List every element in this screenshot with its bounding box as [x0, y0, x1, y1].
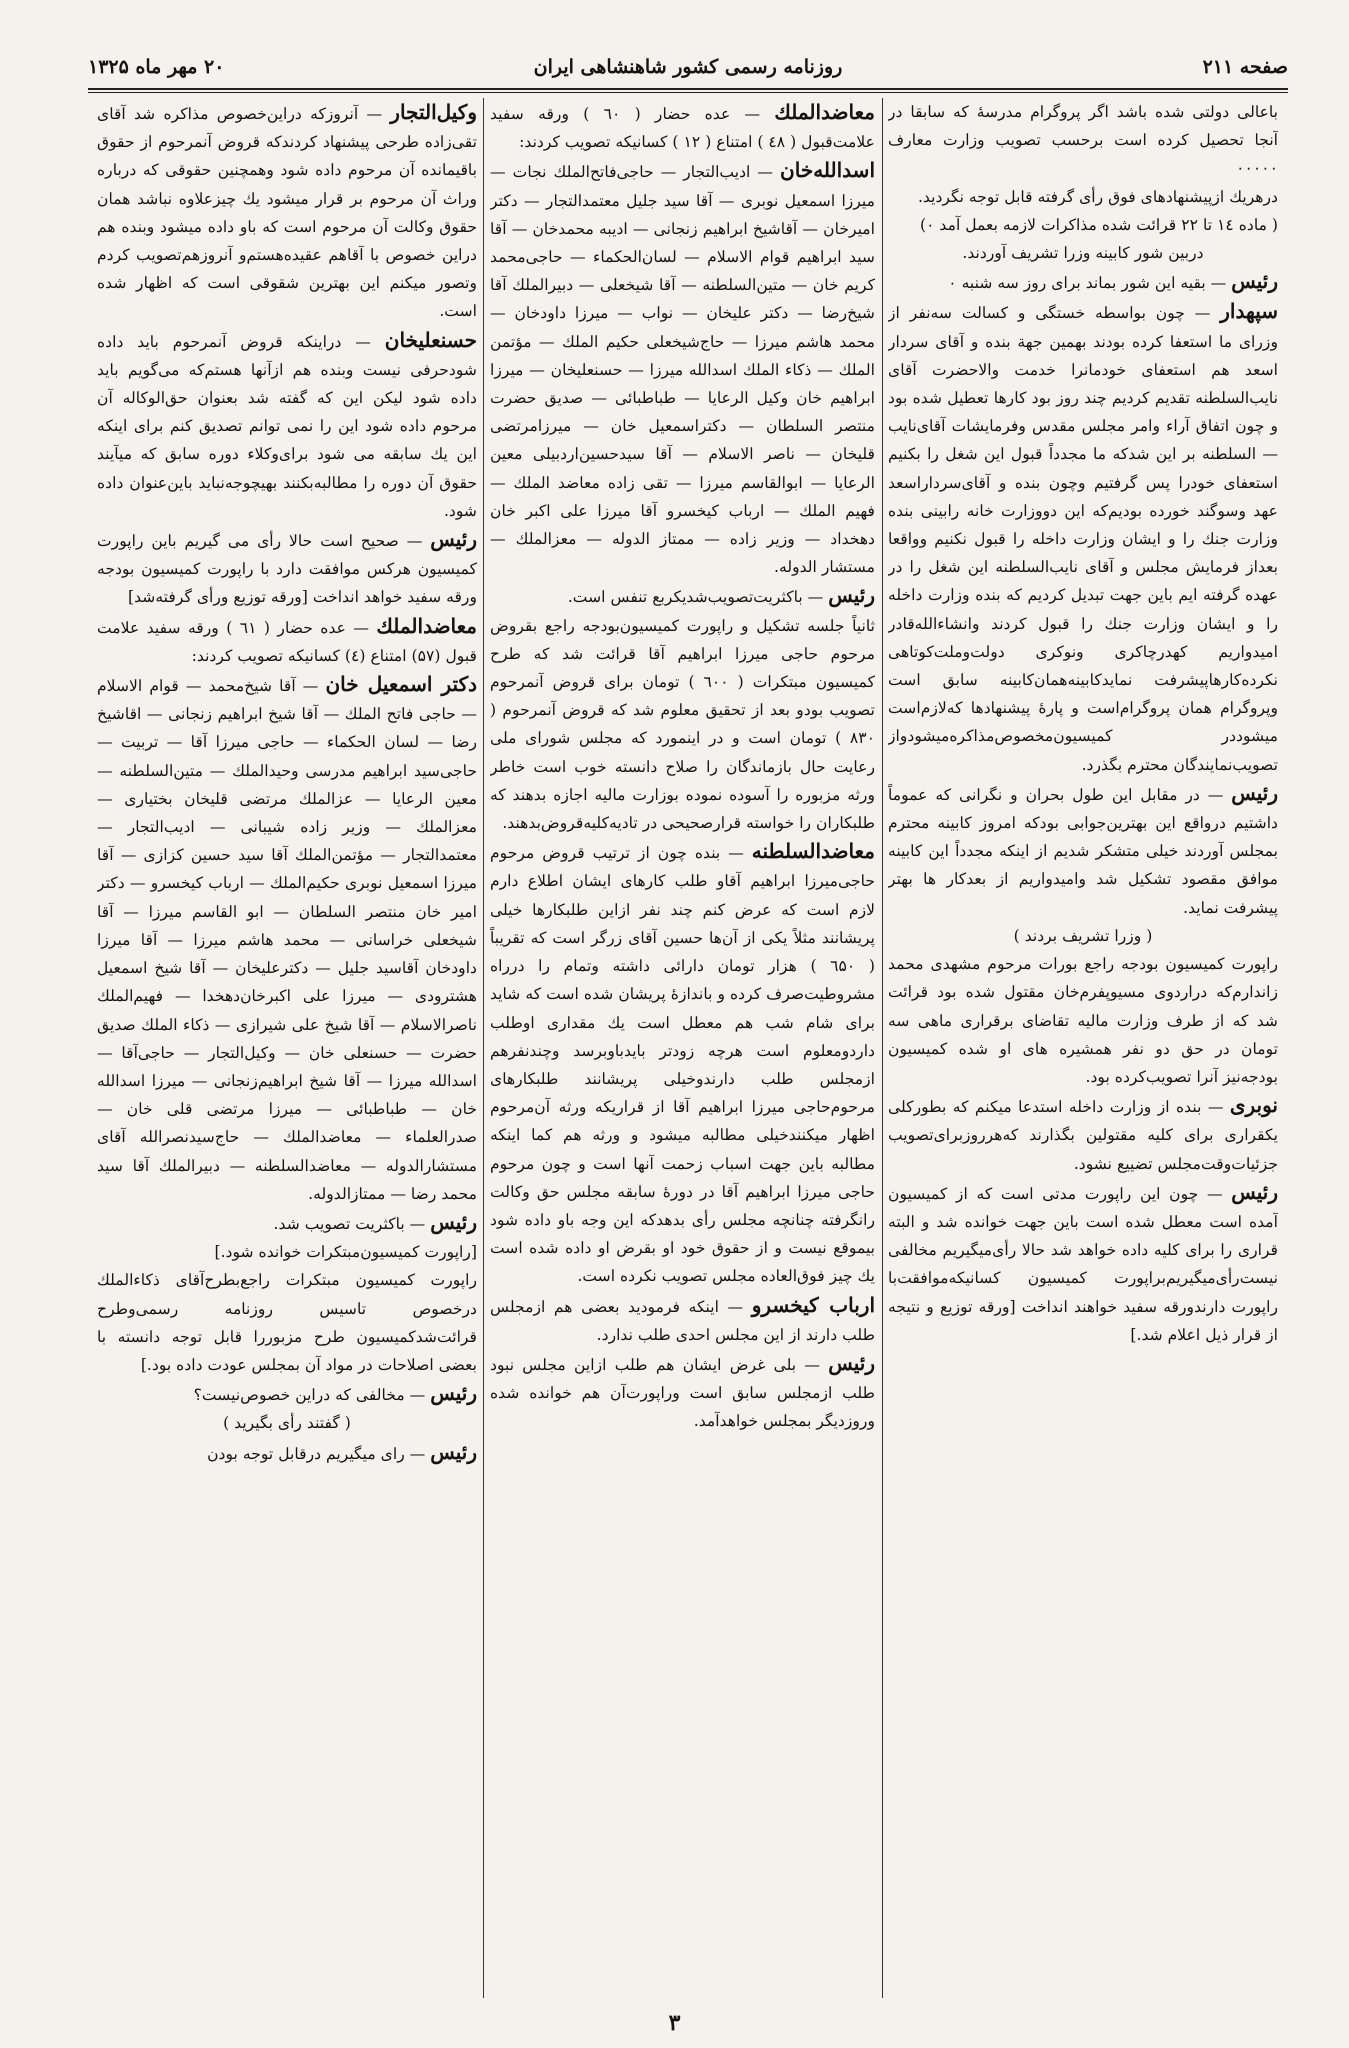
paragraph: رئیس — رای میگیریم درقابل توجه بودن [207, 1439, 477, 1464]
paragraph: دربین شور کابینه وزرا تشریف آوردند. [962, 244, 1204, 263]
speaker-name: رئیس [1231, 269, 1278, 294]
header-rule [88, 88, 1288, 90]
footer-page-number: ۳ [668, 2010, 681, 2036]
paragraph: رئیس — مخالفی که دراین خصوص‌نیست؟ [193, 1381, 477, 1406]
paragraph: سپهدار — چون بواسطه خستگی و کسالت سه‌نفر از وزرای ما استعفا کرده بودند بهمین جهة بنده و آقای سردار اسعد هم استعفای خودمانرا خدمت والاحضرت آقای نایب‌السلطنه تقدیم کردیم چند روز بود کارها تعطیل شده بود و چون اتفاق آراء وامر مجلس مقدس وفرمایشات آقای‌نایب‌— السلطنه بر این شدکه ما مجدداً قبول این شغل را بکنیم استعفای خودرا پس گرفتیم وچون بنده و آقای‌سرداراسعد عهد وسوگند خورده بودیم‌که این دووزارت خانه رابینی بنده وزارت جنك را و ایشان وزارت داخله را قبول نکنیم وواقعا بعداز فرمایش مجلس و آقای نایب‌السلطنه این شغل را در عهده گرفته ایم باین جهت تبدیل کردیم که بنده وزارت داخله را و ایشان وزارت جنك را قبول کردند وانشاءالله‌قادر امیدواریم کهدرچاکری ونوکری دولت‌وملت‌کوتاهی نکرده‌کارهاپیشرفت نمایدکابینه‌همان‌کابینه سابق است وپروگرام همان پروگرام‌است و پارهٔ پیشنهادها که‌لازم‌است میشوددر کمیسیون‌مخصوص‌مذاکره‌میشودواز تصویب‌نمایندگان محترم بگذرد. [888, 299, 1278, 774]
speaker-name: سپهدار [1220, 299, 1278, 324]
speaker-name: رئیس [430, 527, 477, 552]
speaker-name: رئیس [430, 1439, 477, 1464]
paragraph: اسدالله‌خان — ادیب‌التجار — حاجی‌فاتح‌الملك نجات — میرزا اسمعیل نوبری — آقا سید جلیل معتمدالتجار — دکتر امیرخان — آقاشیخ ابراهیم زنجانی — ادیبه محمدخان — آقا سید ابراهیم قوام الاسلام — لسان‌الحکماء — حاجی‌محمد کریم خان — متین‌السلطنه — آقا شیخعلی — دبیرالملك آقا شیخ‌رضا — دکتر علیخان — نواب — میرزا داودخان — محمد هاشم میرزا — حاج‌شیخعلی حکیم الملك — مؤتمن الملك — ذکاء الملك اسدالله میرزا — حسنعلیخان — میرزا ابراهیم خان وکیل الرعایا — طباطبائی — صدیق حضرت منتصر السلطان — دکتراسمعیل خان — میرزامرتضی قلیخان — ناصر الاسلام — آقا سیدحسین‌اردبیلی معین الرعایا — ابوالقاسم میرزا — تقی زاده معاضد الملك — فهیم الملك — ارباب کیخسرو آقا میرزا علی اکبر خان دهخداد — وزیر زاده — ممتاز الدوله — معزالملك — مستشار الدوله. [490, 158, 875, 577]
speaker-name: معاضدالسلطنه [751, 839, 875, 864]
column-divider-left [483, 98, 484, 1998]
paragraph: باعالی دولتی شده باشد اگر پروگرام مدرسهٔ که سابقا در آنجا تحصیل کرده است برحسب تصویب وزارت معارف ۰۰۰۰۰ [888, 103, 1278, 178]
paragraph: ( ماده ۱٤ تا ۲۲ قرائت شده مذاکرات لازمه بعمل آمد ۰) [919, 215, 1278, 234]
speaker-name: وکیل‌التجار [390, 100, 477, 124]
newspaper-title: روزنامه رسمی کشور شاهنشاهی ایران [533, 56, 843, 78]
paragraph: رئیس — باکثریت تصویب شد. [273, 1209, 477, 1234]
speaker-name: دکتر اسمعیل خان [325, 672, 477, 697]
column-divider-right [882, 98, 883, 1998]
header-rule-thin [88, 92, 1288, 93]
paragraph: رئیس — باکثریت‌تصویب‌شدیکربع تنفس است. [567, 583, 875, 608]
page-header [88, 52, 1288, 86]
paragraph: ارباب کیخسرو — اینکه فرمودید بعضی هم ازمجلس طلب دارند از این مجلس احدی طلب ندارد. [490, 1292, 875, 1344]
paragraph: ( وزرا تشریف بردند ) [1013, 926, 1153, 945]
speaker-name: اسدالله‌خان [780, 158, 875, 183]
paragraph: راپورت کمیسیون مبتکرات راجع‌بطرح‌آقای ذکاءالملك درخصوص تاسیس روزنامه رسمی‌وطرح قرائت‌شد‌کمیسیون طرح مزبوررا قابل توجه دانسته با بعضی اصلاحات در مواد آن بمجلس عودت داده بود.] [97, 1271, 477, 1374]
paragraph: رئیس — بقیه این شور بماند برای روز سه شنبه ۰ [948, 269, 1278, 294]
paragraph: معاضدالسلطنه — بنده چون از ترتیب قروض مرحوم حاجی‌میرزا ابراهیم آقاو طلب کارهای ایشان اطلاع دارم لازم است که عرض کنم چند نفر ازاین طلبکارها خیلی پریشانند مثلاً یکی از آن‌ها حسین آقای زرگر است که تقریباً ( ٦۵۰ ) هزار تومان دارائی داشته وتمام را درراه مشروطیت‌صرف کرده و باندازهٔ پریشان شده است که شاید برای شام شب هم معطل است یك مقداری اوطلب داردومعلوم است هرچه زودتر بایدباوبرسد وچندنفرهم ازمجلس طلب دارندوخیلی پریشانند طلبکارهای مرحوم‌حاجی میرزا ابراهیم آقا از قراریکه ورثه آن‌مرحوم اظهار میکنندخیلی مطالبه میشود و ورثه هم کما اینکه مطالبه باین جهت اسباب زحمت آنها است و چون مرحوم حاجی میرزا ابراهیم آقا در دورهٔ سابقه مجلس حق وکالت رانگرفته چنانچه مجلس رأی بدهدکه این وجه باو داده شود بیموقع نیست و از حقوق خود او بقرض او داده شده است یك چیز فوق‌العاده مجلس تصویب نکرده است. [490, 839, 875, 1286]
speaker-name: نوبری [1229, 1093, 1278, 1118]
speaker-name: رئیس [430, 1209, 477, 1234]
speaker-name: حسنعلیخان [384, 327, 477, 352]
column-right [888, 98, 1278, 1998]
paragraph: [راپورت کمیسیون‌مبتکرات خوانده شود.] [214, 1243, 477, 1262]
speaker-name: رئیس [1231, 780, 1278, 805]
paragraph: ( گفتند رأی بگیرید ) [223, 1414, 351, 1433]
paragraph: معاضدالملك — عده حضار ( ٦۱ ) ورقه سفید علامت قبول (۵۷) امتناع (٤) کسانیکه تصویب کردند: [97, 613, 477, 665]
paragraph: رئیس — بلی غرض ایشان هم طلب ازاین مجلس نبود طلب ازمجلس سابق است وراپورت‌آن هم خوانده شده وروزدیگر بمجلس خواهدآمد. [490, 1350, 875, 1431]
speaker-name: رئیس [828, 1350, 875, 1375]
speaker-name: ارباب کیخسرو [751, 1292, 875, 1317]
speaker-name: معاضدالملك [774, 100, 875, 124]
paragraph: رئیس — در مقابل این طول بحران و نگرانی که عموماً داشتیم درواقع این بهترین‌جوابی بودکه امروز کابینه محترم بمجلس آوردند خیلی متشکر شدیم از اینکه مجدداً این کابینه موافق مقصود تشکیل شد وامیدواریم از بعدکار ها بهتر پیشرفت نماید. [888, 780, 1278, 917]
paragraph: رئیس — چون این راپورت مدتی است که از کمیسیون آمده است معطل شده است باین جهت خوانده شد و البته قراری را برای کلیه داده خواهد شد حالا رأی‌میگیریم مخالفی نیست‌رأی‌میگیریم‌براپورت کمیسیون کسانیکه‌موافقت‌با راپورت دارندورقه سفید خواهند انداخت [ورقه توزیع و نتیجه از قرار ذیل اعلام شد.] [888, 1179, 1278, 1344]
paragraph: حسنعلیخان — دراینکه قروض آنمرحوم باید داده شودحرفی نیست وبنده هم ازآنها هستم‌که می‌گویم باید داده شود لیکن این که گفته شد بعنوان حق‌الوکاله آن مرحوم داده شود این را نمی توانم تصدیق کنم برای اینکه این یك سابقه می شود برای‌وکلاء دوره سابق که میآیند حقوق آن دوره را مطالبه‌بکنند بهیچوجه‌نباید باین‌عنوان داده شود. [97, 327, 477, 520]
speaker-name: معاضدالملك [376, 613, 477, 638]
paragraph: رئیس — صحیح است حالا رأی می گیریم باین راپورت کمیسیون هرکس موافقت دارد با راپورت کمیسیون بودجه ورقه سفید خواهد انداخت [ورقه توزیع ورأی گرفته‌شد] [97, 527, 477, 607]
paragraph: وکیل‌التجار — آنروزکه دراین‌خصوص مذاکره شد آقای تقی‌زاده طرحی پیشنهاد کردندکه قروض آنمرحوم از حقوق باقیمانده آن مرحوم داده شود وهمچنین حقوقی که درباره وراث آن مرحوم بر قرار میشود یك چیزعلاوه نباشد همان حقوق وکالت آن مرحوم است که باو داده میشود وبنده هم دراین خصوص با آقاهم عقیده‌هستم‌و آنروزهم‌تصویب کردم وتصور میکنم این بهترین شقوقی است که اظهار شده است. [97, 100, 477, 321]
speaker-name: رئیس [828, 583, 875, 608]
page-number-label: صفحه ۲۱۱ [1202, 56, 1288, 78]
paragraph: نوبری — بنده از وزارت داخله استدعا میکنم که بطورکلی یکقراری برای کلیه مقتولین بگذارند که‌هرروزبرای‌تصویب‌ جزئیات‌وقت‌مجلس تضییع نشود. [888, 1093, 1278, 1173]
paragraph: معاضدالملك — عده حضار ( ٦۰ ) ورقه سفید علامت‌قبول ( ٤۸ ) امتناع ( ۱۲ ) کسانیکه تصویب کردند: [490, 100, 875, 152]
column-middle [490, 98, 875, 1998]
paragraph: ثانیاً جلسه تشکیل و راپورت کمیسیون‌بودجه راجع بقروض مرحوم حاجی میرزا ابراهیم آقا قرائت شد که طرح کمیسیون مبتکرات ( ٦۰۰ ) تومان برای قروض آنمرحوم تصویب بودو بعد از تحقیق معلوم شد که قروض آنمرحوم ( ۸۳۰ ) تومان است و در اینمورد که مجلس شورای ملی رعایت حال بازماندگان را صلاح دانسته خوب است خاطر ورثه مزبوره را آسوده نموده بوزارت مالیه اجازه بدهند که طلبکاران را خواسته قرارصحیحی در تادیه‌کلیه‌قروض‌بدهند. [490, 616, 875, 833]
speaker-name: رئیس [1231, 1179, 1278, 1204]
paragraph: راپورت کمیسیون بودجه راجع بورات مرحوم مشهدی محمد زاندارم‌که دراردوی مسیوپفرم‌خان مقتول شده بود قرائت شد که از طرف وزارت مالیه تقاضای برقراری ماهی سه تومان در حق دو نفر همشیره های او شده کمیسیون بودجه‌نیز آنرا تصویب‌کرده بود. [888, 955, 1278, 1086]
paragraph: دکتر اسمعیل خان — آقا شیخ‌محمد — قوام الاسلام — حاجی فاتح الملك — آقا شیخ ابراهیم زنجانی — اقاشیخ رضا — لسان الحکماء — حاجی میرزا آقا — تربیت — حاجی‌سید ابراهیم مدرسی وحیدالملك — متین‌السلطنه — معین الرعایا — عزالملك مرتضی قلیخان بختیاری — معزالملك — وزیر زاده شیبانی — ادیب‌التجار — معتمدالتجار — مؤتمن‌الملك آقا سید حسین کزازی — آقا میرزا اسمعیل نوبری حکیم‌الملك — ارباب کیخسرو — دکتر امیر خان منتصر السلطان — ابو القاسم میرزا — آقا شیخعلی خراسانی — محمد هاشم میرزا — آقا میرزا داودخان آقاسید جلیل — دکترعلیخان — آقا شیخ اسمعیل هشترودی — میرزا علی اکبرخان‌دهخدا — فهیم‌الملك ناصرالاسلام — آقا شیخ علی شیرازی — ذکاء الملك صدیق حضرت — حسنعلی خان — وکیل‌التجار — حاجی‌آقا — اسدالله میرزا — آقا شیخ ابراهیم‌زنجانی — میرزا اسدالله خان — طباطبائی — میرزا مرتضی قلی خان — صدرالعلماء — معاضدالملك — حاج‌سیدنصرالله آقای مستشارالدوله — معاضدالسلطنه — دبیرالملك آقا سید محمد رضا — ممتازالدوله. [97, 672, 477, 1203]
paragraph: درهریك ازپیشنهادهای فوق رأی گرفته قابل توجه نگردید. [917, 187, 1278, 206]
speaker-name: رئیس [430, 1381, 477, 1406]
issue-date: ۲۰ مهر ماه ۱۳۲۵ [88, 56, 225, 78]
column-left [97, 98, 477, 1998]
